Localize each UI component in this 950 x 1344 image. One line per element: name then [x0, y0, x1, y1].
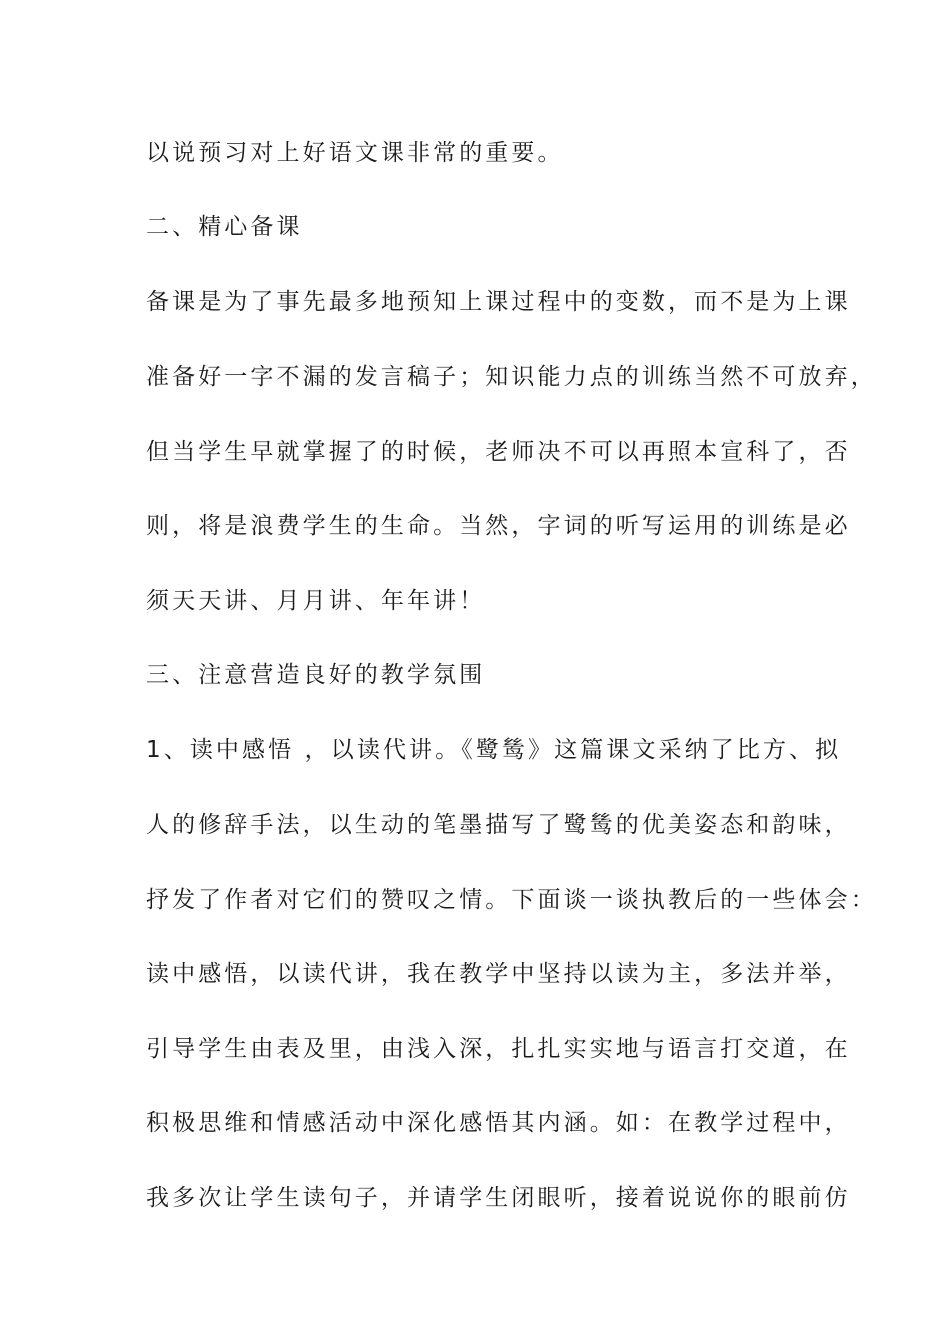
paragraph-line: 人的修辞手法，以生动的笔墨描写了鹭鸶的优美姿态和韵味， [146, 812, 851, 838]
paragraph-line: 我多次让学生读句子，并请学生闭眼听，接着说说你的眼前仿 [146, 1185, 851, 1211]
paragraph-line: 读中感悟，以读代讲，我在教学中坚持以读为主，多法并举， [146, 961, 851, 987]
paragraph-line: 备课是为了事先最多地预知上课过程中的变数，而不是为上课 [146, 289, 851, 315]
paragraph-line: 以说预习对上好语文课非常的重要。 [146, 140, 564, 166]
section-heading: 二、精心备课 [146, 214, 303, 240]
paragraph-line: 抒发了作者对它们的赞叹之情。下面谈一谈执教后的一些体会： [146, 887, 877, 913]
paragraph-line: 则，将是浪费学生的生命。当然，字词的听写运用的训练是必 [146, 513, 851, 539]
paragraph-line: 引导学生由表及里，由浅入深，扎扎实实地与语言打交道，在 [146, 1036, 851, 1062]
paragraph-line: 须天天讲、月月讲、年年讲！ [146, 588, 486, 614]
paragraph-line: 积极思维和情感活动中深化感悟其内涵。如：在教学过程中， [146, 1110, 851, 1136]
section-heading: 三、注意营造良好的教学氛围 [146, 662, 486, 688]
paragraph-line: 但当学生早就掌握了的时候，老师决不可以再照本宣科了，否 [146, 439, 851, 465]
paragraph-line: 1、读中感悟 ，以读代讲。《鹭鸶》这篇课文采纳了比方、拟 [146, 737, 842, 763]
paragraph-line: 准备好一字不漏的发言稿子；知识能力点的训练当然不可放弃， [146, 364, 877, 390]
